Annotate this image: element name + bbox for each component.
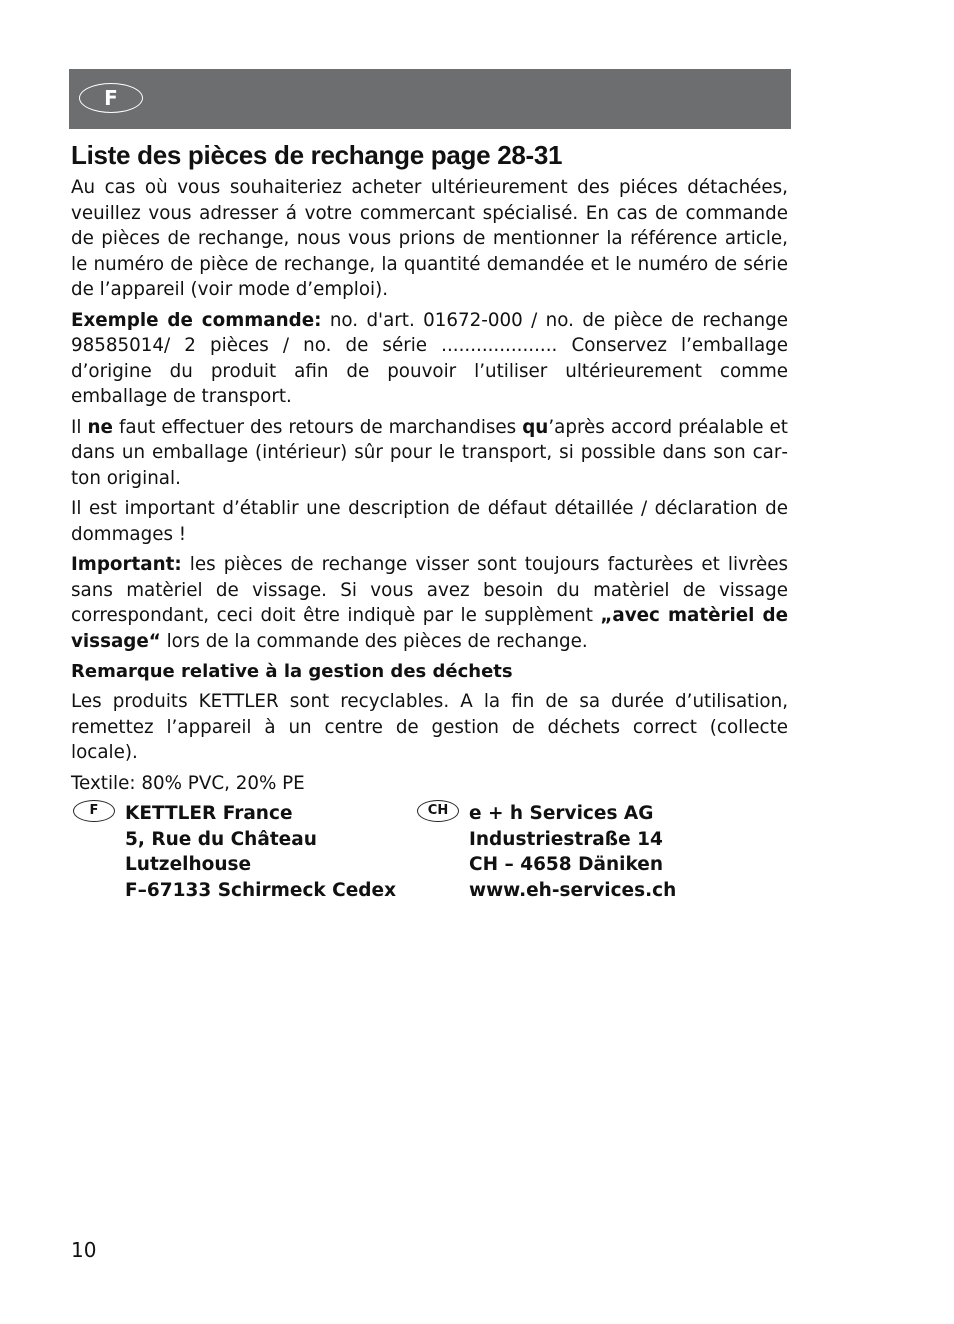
address-line: e + h Services AG bbox=[469, 803, 654, 824]
returns-text-c: faut effectuer des retours de marchandises bbox=[112, 416, 523, 438]
document-body bbox=[71, 139, 788, 801]
textile-paragraph: Textile: 80% PVC, 20% PE bbox=[71, 772, 305, 794]
address-line: KETTLER France bbox=[125, 803, 293, 824]
address-lines-switzerland bbox=[469, 801, 676, 903]
address-lines-france bbox=[125, 801, 396, 903]
address-line: Lutzelhouse bbox=[125, 854, 252, 875]
important-text-c: lors de la commande des pièces de rechange. bbox=[160, 630, 588, 652]
page-title: Liste des pièces de rechange page 28-31 bbox=[71, 140, 563, 170]
address-line: 5, Rue du Château bbox=[125, 828, 317, 850]
address-line: CH – 4658 Däniken bbox=[469, 854, 663, 875]
language-badge: F bbox=[79, 83, 143, 113]
damage-paragraph: Il est important d’établir une description de défaut détaillée / déclaration de dommages ! bbox=[71, 498, 788, 545]
section-banner bbox=[69, 69, 791, 129]
returns-text-e: ’après accord préalable et dans un emballage (intérieur) sûr pour le transport, si possible dans son carton original. bbox=[71, 416, 788, 489]
returns-text-d: qu bbox=[522, 416, 549, 438]
order-example-text: no. d'art. 01672-000 / no. de pièce de rechange 98585014/ 2 pièces / no. de série .................... Conservez l’emballage d’origine du produit afin de pouvoir l’utiliser ultérieurement comme emballage de transport. bbox=[71, 309, 788, 407]
important-text-a: les pièces de rechange visser sont toujours facturèes et livrèes sans matèriel de vissage. Si vous avez besoin du matèriel de vissage correspondant, ceci doit être indiquè par le supplèment bbox=[71, 554, 788, 626]
important-label: Important: bbox=[71, 554, 182, 575]
waste-heading: Remarque relative à la gestion des déchets bbox=[71, 661, 513, 682]
recycling-paragraph: Les produits KETTLER sont recyclables. A la fin de sa durée d’utilisation, remettez l’appareil à un centre de gestion de déchets correct (collecte locale). bbox=[71, 691, 788, 763]
returns-text-b: ne bbox=[87, 416, 113, 438]
country-badge-ch: CH bbox=[417, 800, 459, 822]
country-badge-f: F bbox=[73, 800, 115, 822]
order-example-paragraph bbox=[71, 308, 788, 410]
important-text-b: „avec matèriel de vissage“ bbox=[71, 605, 789, 652]
order-example-label: Exemple de commande: bbox=[71, 309, 322, 331]
page-number: 10 bbox=[71, 1238, 97, 1262]
important-paragraph bbox=[71, 552, 788, 654]
returns-text-a: Il bbox=[71, 416, 88, 438]
website-link[interactable]: www.eh-services.ch bbox=[469, 879, 677, 901]
address-line: Industriestraße 14 bbox=[469, 828, 663, 850]
address-line: F–67133 Schirmeck Cedex bbox=[125, 879, 396, 901]
returns-paragraph bbox=[71, 415, 788, 492]
intro-paragraph: Au cas où vous souhaiteriez acheter ultérieurement des piéces détachées, veuillez vous adresser á votre commercant spécialisé. En cas de commande de pièces de rechange, nous vous prions de mentionner la référence article, le numéro de pièce de rechange, la quantité demandée et le numéro de série de l’appareil (voir mode d’emploi). bbox=[71, 177, 788, 300]
